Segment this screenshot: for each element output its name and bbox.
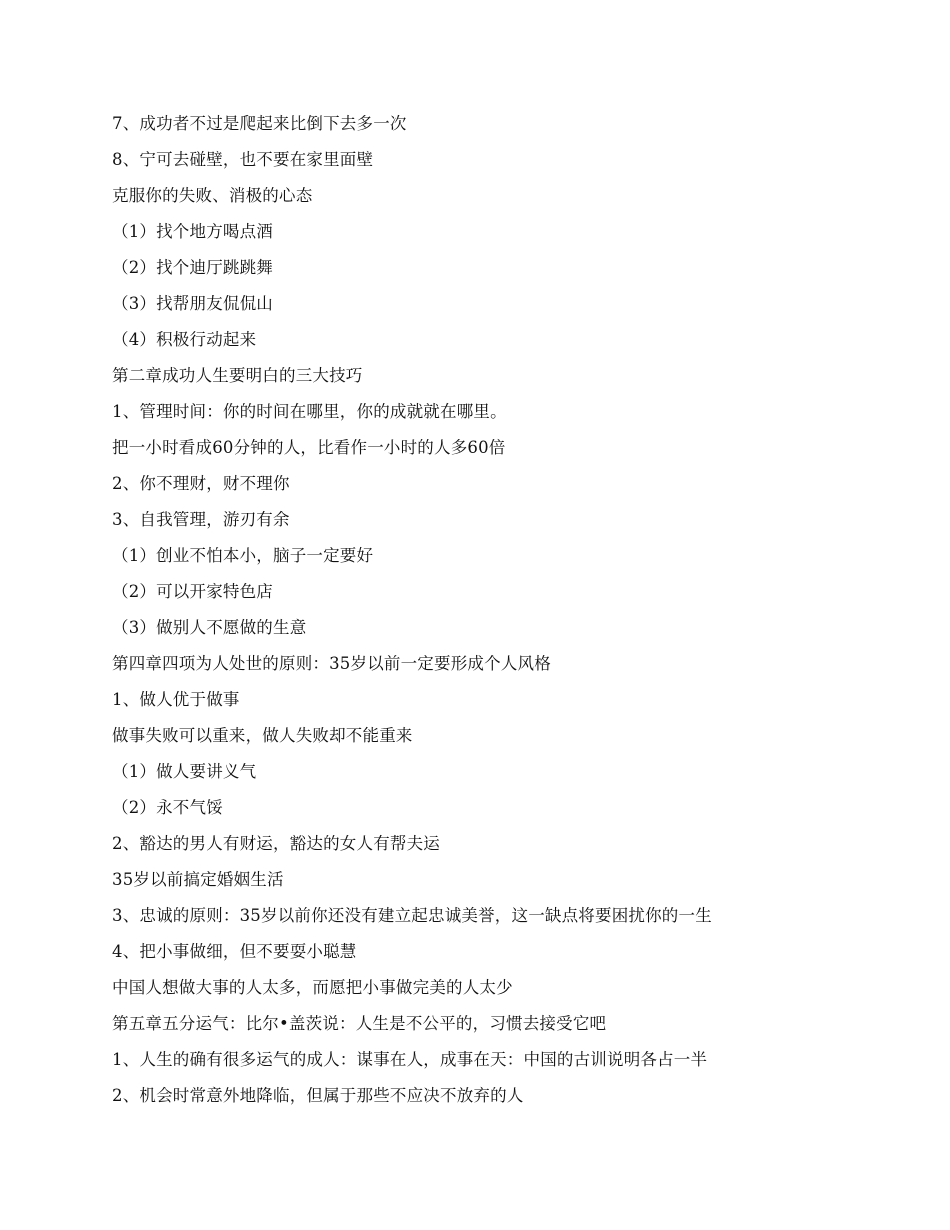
text-line: 2、机会时常意外地降临，但属于那些不应决不放弃的人 <box>112 1086 524 1105</box>
text-line: （2）找个迪厅跳跳舞 <box>112 258 273 277</box>
text-line: 1、管理时间：你的时间在哪里，你的成就就在哪里。 <box>112 402 507 421</box>
text-line: （3）找帮朋友侃侃山 <box>112 294 273 313</box>
text-line: 3、自我管理，游刃有余 <box>112 510 290 529</box>
text-line: 做事失败可以重来，做人失败却不能重来 <box>112 726 413 745</box>
chapter-heading: 第二章成功人生要明白的三大技巧 <box>112 366 363 385</box>
text-line: 中国人想做大事的人太多，而愿把小事做完美的人太少 <box>112 978 513 997</box>
text-line: 2、你不理财，财不理你 <box>112 474 290 493</box>
chapter-heading: 第五章五分运气：比尔•盖茨说：人生是不公平的，习惯去接受它吧 <box>112 1014 607 1033</box>
text-line: 把一小时看成60分钟的人，比看作一小时的人多60倍 <box>112 438 506 457</box>
document-body <box>112 106 892 1114</box>
text-line: 2、豁达的男人有财运，豁达的女人有帮夫运 <box>112 834 440 853</box>
text-line: 克服你的失败、消极的心态 <box>112 186 313 205</box>
text-line: 1、做人优于做事 <box>112 690 240 709</box>
text-line: 3、忠诚的原则：35岁以前你还没有建立起忠诚美誉，这一缺点将要困扰你的一生 <box>112 906 712 925</box>
text-line: （1）找个地方喝点酒 <box>112 222 273 241</box>
text-line: （1）做人要讲义气 <box>112 762 257 781</box>
text-line: 4、把小事做细，但不要耍小聪慧 <box>112 942 357 961</box>
text-line: （2）可以开家特色店 <box>112 582 273 601</box>
text-line: （4）积极行动起来 <box>112 330 257 349</box>
text-line: 1、人生的确有很多运气的成人：谋事在人，成事在天：中国的古训说明各占一半 <box>112 1050 708 1069</box>
text-line: 8、宁可去碰壁，也不要在家里面壁 <box>112 150 374 169</box>
text-line: 7、成功者不过是爬起来比倒下去多一次 <box>112 114 407 133</box>
text-line: （2）永不气馁 <box>112 798 223 817</box>
chapter-heading: 第四章四项为人处世的原则：35岁以前一定要形成个人风格 <box>112 654 551 673</box>
text-line: 35岁以前搞定婚姻生活 <box>112 870 284 889</box>
text-line: （3）做别人不愿做的生意 <box>112 618 307 637</box>
text-line: （1）创业不怕本小，脑子一定要好 <box>112 546 374 565</box>
